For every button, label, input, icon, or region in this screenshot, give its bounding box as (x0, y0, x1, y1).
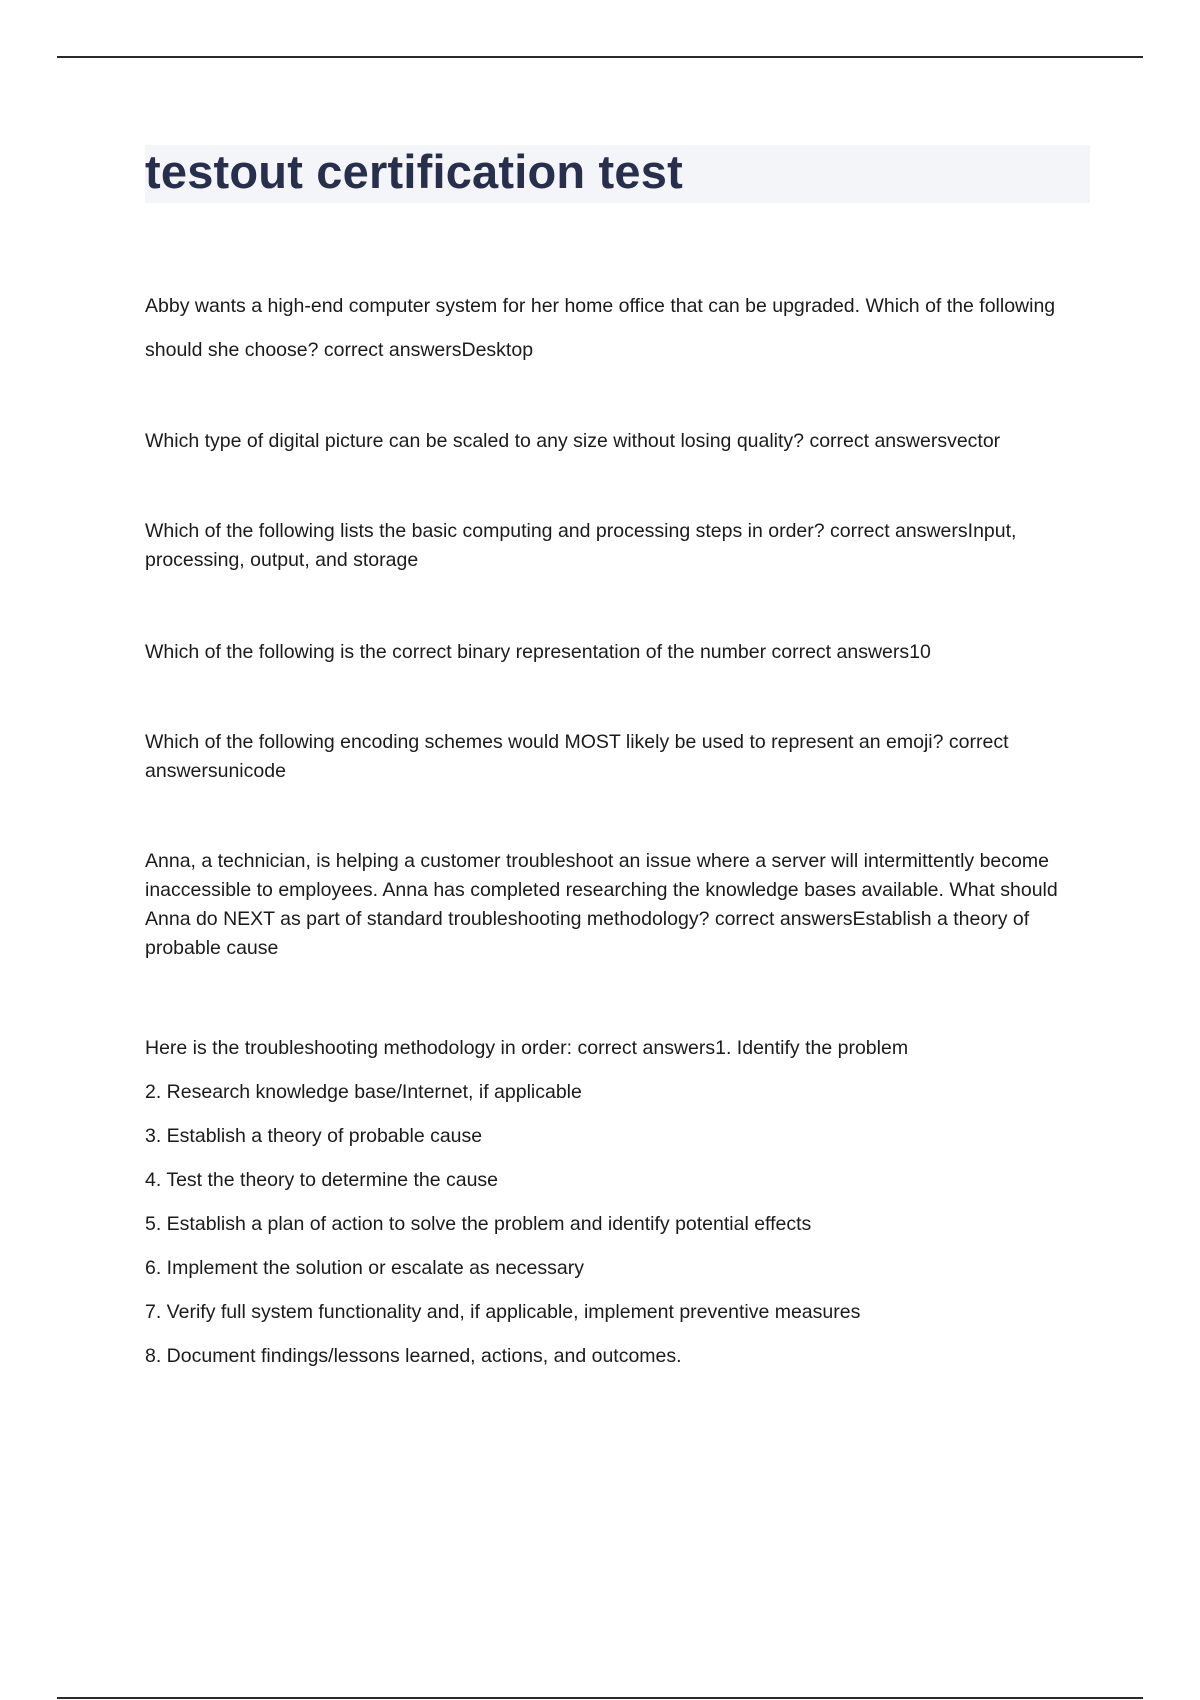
qa-entry-binary: Which of the following is the correct binary representation of the number correct answers10 (145, 641, 931, 663)
methodology-list (145, 1026, 1090, 1378)
qa-entry-vector: Which type of digital picture can be scaled to any size without losing quality? correct answersvector (145, 430, 1001, 452)
qa-entry-encoding: Which of the following encoding schemes would MOST likely be used to represent an emoji? correct answersunicode (145, 731, 1009, 782)
methodology-step: 8. Document findings/lessons learned, actions, and outcomes. (145, 1345, 682, 1367)
methodology-step: 3. Establish a theory of probable cause (145, 1125, 483, 1147)
bottom-rule (57, 1697, 1143, 1699)
page-title: testout certification test (145, 145, 683, 198)
qa-entry-desktop: Abby wants a high-end computer system for her home office that can be upgraded. Which of the following should she choose? correct answersDesktop (145, 295, 1056, 361)
qa-entry-troubleshooting: Anna, a technician, is helping a customer troubleshoot an issue where a server will intermittently become inaccessible to employees. Anna has completed researching the knowledge bases available. What should Anna do NEXT as part of standard troubleshooting methodology? correct answersEstablish a theory of probable cause (145, 850, 1058, 959)
methodology-step: 5. Establish a plan of action to solve the problem and identify potential effects (145, 1213, 812, 1235)
methodology-step: 2. Research knowledge base/Internet, if applicable (145, 1081, 582, 1103)
methodology-intro: Here is the troubleshooting methodology in order: correct answers1. Identify the problem (145, 1037, 909, 1059)
top-rule (57, 56, 1143, 58)
qa-entry-computing-steps: Which of the following lists the basic computing and processing steps in order? correct answersInput, processing, output, and storage (145, 520, 1017, 571)
methodology-step: 6. Implement the solution or escalate as necessary (145, 1257, 584, 1279)
methodology-step: 4. Test the theory to determine the cause (145, 1169, 499, 1191)
methodology-step: 7. Verify full system functionality and, if applicable, implement preventive measures (145, 1301, 861, 1323)
